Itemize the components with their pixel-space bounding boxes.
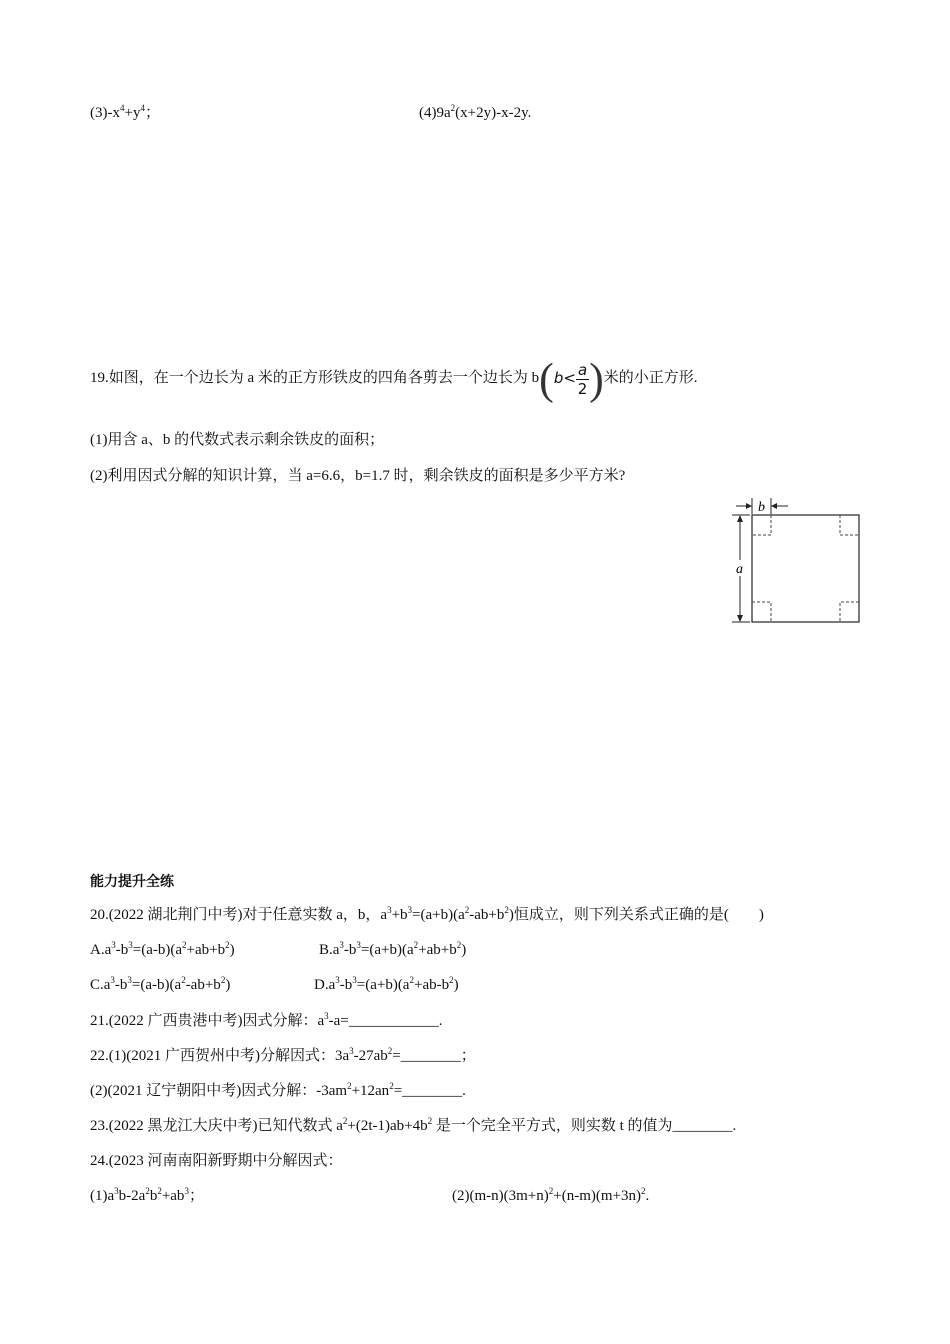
question-19-part-2: (2)利用因式分解的知识计算，当 a=6.6，b=1.7 时，剩余铁皮的面积是多少平方米? bbox=[90, 468, 626, 484]
question-22-part-1: 22.(1)(2021 广西贺州中考)分解因式：$3a^3-27ab^2=\_\_\_\_\_\_\_\_$； bbox=[90, 1046, 476, 1064]
section-title: 能力提升全练 bbox=[90, 874, 174, 890]
option-a[interactable]: $A.a^3-b^3=(a-b)(a^2+ab+b^2)$ bbox=[90, 940, 235, 958]
arrow-left-icon bbox=[771, 503, 777, 509]
option-d[interactable]: $D.a^3-b^3=(a+b)(a^2+ab-b^2)$ bbox=[314, 975, 459, 993]
square-outline bbox=[752, 515, 859, 622]
question-19-part-1: (1)用含 a、b 的代数式表示剩余铁皮的面积； bbox=[90, 432, 385, 448]
question-20-stem: 20.(2022 湖北荆门中考)对于任意实数 a，b，$a^3+b^3=(a+b)(a^2-ab+b^2)$恒成立，则下列关系式正确的是( ) bbox=[90, 905, 764, 923]
arrow-down-icon bbox=[737, 615, 743, 622]
question-24-part-2: $(2)(m-n)(3m+n)^2+(n-m)(m+3n)^2$. bbox=[452, 1186, 650, 1204]
question-23: 23.(2022 黑龙江大庆中考)已知代数式 $a^2+(2t-1)ab+4b^2$ 是一个完全平方式，则实数 t 的值为________. bbox=[90, 1116, 737, 1134]
question-24-stem: 24.(2023 河南南阳新野期中分解因式： bbox=[90, 1153, 343, 1169]
exercise-3: $(3)-x^4+y^4$； bbox=[90, 103, 160, 121]
question-21: 21.(2022 广西贵港中考)因式分解：$a^3-a=\_\_\_\_\_\_\_\_\_\_\_\_$. bbox=[90, 1011, 443, 1029]
label-b: b bbox=[758, 500, 765, 515]
question-22-part-2: (2)(2021 辽宁朝阳中考)因式分解：$-3am^2+12an^2=\_\_\_\_\_\_\_\_$. bbox=[90, 1081, 466, 1099]
arrow-up-icon bbox=[737, 515, 743, 522]
exercise-4: $(4)9a^2(x+2y)-x-2y$. bbox=[419, 103, 532, 121]
option-b[interactable]: $B.a^3-b^3=(a+b)(a^2+ab+b^2)$ bbox=[319, 940, 467, 958]
question-19-stem: 19.如图，在一个边长为 a 米的正方形铁皮的四角各剪去一个边长为 b(b< $\frac{a}{2}$ )米的小正方形. bbox=[90, 354, 698, 404]
question-24-part-1: $(1)a^3b-2a^2b^2+ab^3$； bbox=[90, 1186, 204, 1204]
label-a: a bbox=[736, 562, 743, 577]
option-c[interactable]: $C.a^3-b^3=(a-b)(a^2-ab+b^2)$ bbox=[90, 975, 231, 993]
corner-cuts bbox=[752, 515, 859, 622]
fraction-a-over-2: $\frac{a}{2}$ bbox=[577, 361, 588, 399]
square-sheet-figure bbox=[728, 494, 864, 626]
condition-expression: (b< $\frac{a}{2}$ ) bbox=[539, 354, 604, 404]
arrow-right-icon bbox=[746, 503, 752, 509]
